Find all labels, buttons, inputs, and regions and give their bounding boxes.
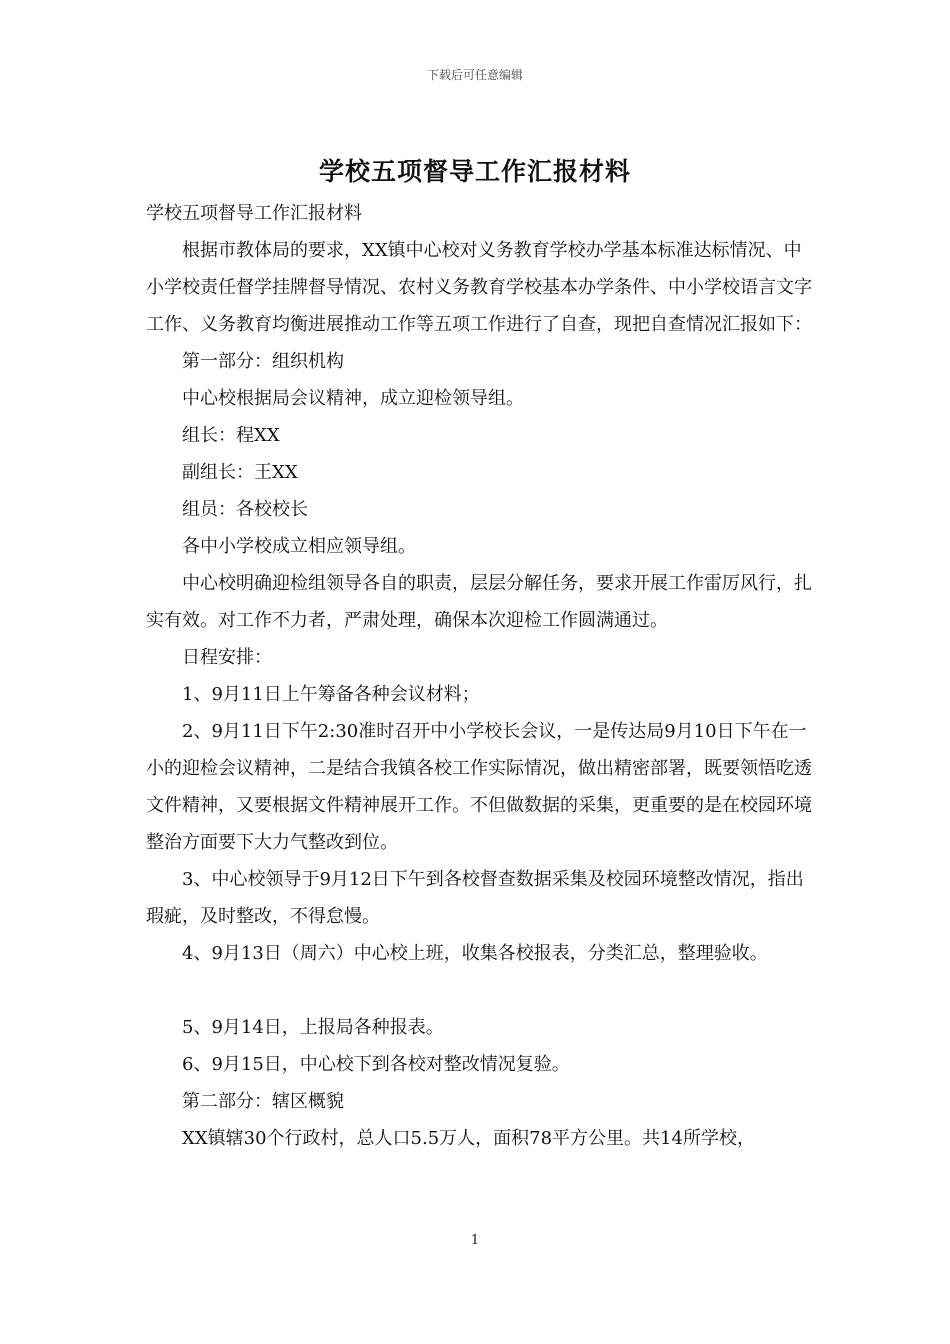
- paragraph-deputy-leader: 副组长：王XX: [182, 462, 298, 483]
- schedule-item: 5、9月14日，上报局各种报表。: [182, 1017, 444, 1038]
- schedule-item: 6、9月15日，中心校下到各校对整改情况复验。: [182, 1054, 570, 1075]
- paragraph-intro: 根据市教体局的要求，XX镇中心校对义务教育学校办学基本标准达标情况、中小学校责任督学挂牌督导情况、农村义务教育学校基本办学条件、中小学校语言文字工作、义务教育均衡进展推动工作等五项工作进行了自查，现把自查情况汇报如下：: [146, 240, 812, 335]
- paragraph: 各中小学校成立相应领导组。: [182, 536, 416, 557]
- paragraph-subtitle: 学校五项督导工作汇报材料: [146, 203, 362, 224]
- section-heading-organization: 第一部分：组织机构: [182, 351, 344, 372]
- paragraph-group-leader: 组长：程XX: [182, 425, 280, 446]
- schedule-item: 3、中心校领导于9月12日下午到各校督查数据采集及校园环境整改情况，指出瑕疵，及时整改，不得怠慢。: [146, 869, 804, 927]
- paragraph-responsibilities: 中心校明确迎检组领导各自的职责，层层分解任务，要求开展工作雷厉风行，扎实有效。对工作不力者，严肃处理，确保本次迎检工作圆满通过。: [146, 573, 812, 631]
- section-heading-overview: 第二部分：辖区概貌: [182, 1091, 344, 1112]
- document-body: [146, 195, 818, 1157]
- schedule-item: 1、9月11日上午筹备各种会议材料；: [182, 684, 480, 705]
- paragraph-overview: XX镇辖30个行政村，总人口5.5万人，面积78平方公里。共14所学校，: [182, 1128, 755, 1149]
- page-header-note: 下载后可任意编辑: [426, 68, 523, 82]
- schedule-item: 2、9月11日下午2:30准时召开中小学校长会议，一是传达局9月10日下午在一小的迎检会议精神，二是结合我镇各校工作实际情况，做出精密部署，既要领悟吃透文件精神，又要根据文件精神展开工作。不但做数据的采集，更重要的是在校园环境整治方面要下大力气整改到位。: [146, 721, 812, 853]
- blank-line: [146, 972, 818, 1009]
- paragraph-members: 组员：各校校长: [182, 499, 308, 520]
- schedule-item: 4、9月13日（周六）中心校上班，收集各校报表，分类汇总，整理验收。: [182, 943, 768, 964]
- paragraph: 中心校根据局会议精神，成立迎检领导组。: [182, 388, 524, 409]
- page-number: 1: [470, 1233, 480, 1248]
- document-title: 学校五项督导工作汇报材料: [318, 157, 631, 186]
- schedule-heading: 日程安排：: [182, 647, 272, 668]
